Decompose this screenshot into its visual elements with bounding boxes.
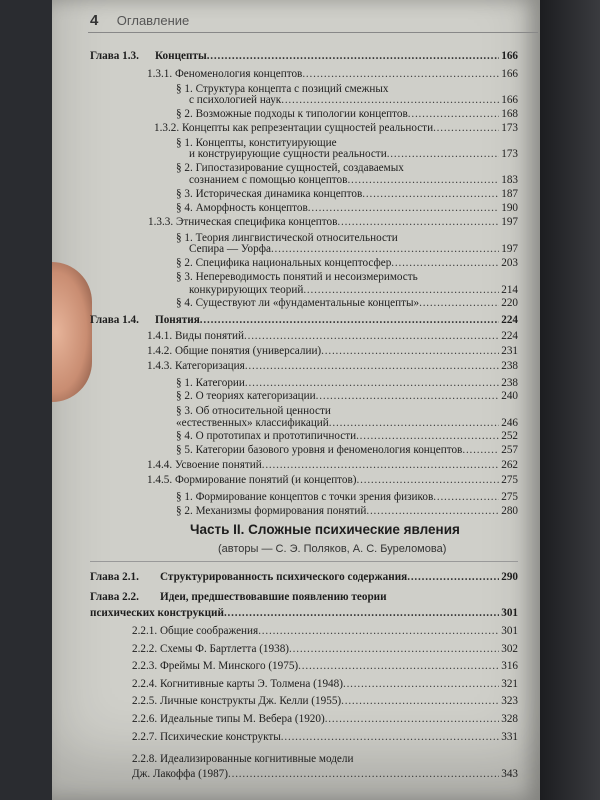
leader-dots [356,430,499,443]
page-ref: 173 [501,148,518,160]
page-ref: 197 [501,243,518,255]
leader-dots [357,474,500,487]
page-ref: 328 [501,713,518,725]
leader-dots [387,148,500,161]
page-ref: 321 [501,678,518,690]
chapter-label: Глава 1.4. [90,314,139,326]
leader-dots [200,314,499,327]
toc-entry [176,108,518,121]
page-ref: 262 [501,459,518,471]
page-ref: 301 [501,607,518,619]
leader-dots [341,695,499,708]
leader-dots [343,678,499,691]
entry-title: 2.2.7. Психические конструкты [132,731,281,743]
page-ref: 166 [501,94,518,106]
toc-entry [90,314,518,327]
toc-entry [176,377,518,390]
chapter-label: Глава 2.1. [90,571,139,583]
toc-entry [132,643,518,656]
entry-title: § 1. Структура концепта с позиций смежных [176,83,389,95]
page-ref: 323 [501,695,518,707]
toc-entry [176,390,518,403]
entry-title: § 1. Формирование концептов с точки зрения физиков [176,491,434,503]
entry-title: Понятия [155,314,200,326]
toc-entry [189,174,518,187]
leader-dots [347,174,499,187]
running-title: Оглавление [116,13,190,28]
page-number: 4 [90,12,99,29]
leader-dots [433,122,499,135]
page-ref: 316 [501,660,518,672]
entry-title: и конструирующие сущности реальности [189,148,387,160]
entry-title: 2.2.4. Когнитивные карты Э. Толмена (1948) [132,678,343,690]
entry-title: 1.4.4. Усвоение понятий [147,459,262,471]
toc-entry [147,459,518,472]
entry-title: 1.4.3. Категоризация [147,360,245,372]
leader-dots [271,243,499,256]
leader-dots [289,643,499,656]
page-ref: 187 [501,188,518,200]
chapter-label: Глава 2.2. [90,591,139,603]
entry-title: 2.2.8. Идеализированные когнитивные модели [132,753,354,765]
page-ref: 183 [501,174,518,186]
leader-dots [337,216,499,229]
entry-title: 2.2.2. Схемы Ф. Бартлетта (1938) [132,643,290,655]
page-ref: 220 [501,297,518,309]
entry-title: § 4. О прототипах и прототипичности [176,430,357,442]
toc-entry [147,345,518,358]
toc-entry [132,731,518,744]
part-title: Часть II. Сложные психические явления [190,522,460,537]
page-ref: 301 [501,625,518,637]
page-ref: 224 [501,314,518,326]
toc-entry [132,753,518,766]
page-ref: 302 [501,643,518,655]
page-ref: 246 [501,417,518,429]
page-ref: 238 [501,377,518,389]
entry-title: 1.4.5. Формирование понятий (и концептов) [147,474,357,486]
toc-entry [176,202,518,215]
toc-entry [147,360,518,373]
page-ref: 166 [501,50,518,62]
entry-title: § 2. Специфика национальных концептосфер [176,257,392,269]
leader-dots [316,390,500,403]
leader-dots [419,297,499,310]
leader-dots [362,188,499,201]
toc-entry [154,122,518,135]
leader-dots [244,330,499,343]
leader-dots [245,360,499,373]
entry-title: 1.4.1. Виды понятий [147,330,245,342]
leader-dots [303,284,499,297]
toc-entry [132,625,518,638]
entry-title: с психологией наук [189,94,282,106]
leader-dots [228,768,499,781]
chapter-label: Глава 1.3. [90,50,139,62]
entry-title: 1.3.3. Этническая специфика концептов [148,216,338,228]
page-ref: 166 [501,68,518,80]
entry-title: § 3. Непереводимость понятий и несоизмеримость [176,271,418,283]
page-ref: 214 [501,284,518,296]
leader-dots [408,108,499,121]
leader-dots [391,257,499,270]
toc-entry [90,571,518,584]
header-rule [88,32,538,33]
toc-entry [176,505,518,518]
page-ref: 238 [501,360,518,372]
toc-entry [132,678,518,691]
leader-dots [298,660,499,673]
toc-entry [189,148,518,161]
page-ref: 224 [501,330,518,342]
entry-title: § 2. Механизмы формирования понятий [176,505,367,517]
entry-title: Концепты [155,50,207,62]
leader-dots [366,505,499,518]
page-ref: 257 [501,444,518,456]
toc-entry [176,188,518,201]
page-ref: 203 [501,257,518,269]
toc-entry [132,768,518,781]
toc-entry [90,607,518,620]
entry-title: сознанием с помощью концептов [189,174,348,186]
leader-dots [262,459,499,472]
leader-dots [329,417,499,430]
page-ref: 290 [501,571,518,583]
entry-title: 1.3.2. Концепты как репрезентации сущностей реальности [154,122,434,134]
toc-entry [189,94,518,107]
entry-title: § 1. Теория лингвистической относительности [176,232,398,244]
entry-title: § 5. Категории базового уровня и феноменология концептов [176,444,463,456]
leader-dots [325,713,500,726]
toc-entry [189,284,518,297]
page-ref: 240 [501,390,518,402]
page-ref: 343 [501,768,518,780]
background-edge [540,0,600,800]
toc-entry [132,713,518,726]
page-ref: 231 [501,345,518,357]
entry-title: § 2. Возможные подходы к типологии концептов [176,108,408,120]
entry-title: Идеи, предшествовавшие появлению теории [160,591,387,603]
page-ref: 275 [501,491,518,503]
toc-entry [90,50,518,63]
entry-title: Сепира — Уорфа [189,243,271,255]
entry-title: психических конструкций [90,607,224,619]
toc-entry [148,216,518,229]
page-header [90,12,189,30]
entry-title: 2.2.5. Личные конструкты Дж. Келли (1955) [132,695,342,707]
toc-entry [176,444,518,457]
entry-title: § 3. Об относительной ценности [176,405,331,417]
toc-entry [147,330,518,343]
entry-title: § 2. Гипостазирование сущностей, создаваемых [176,162,404,174]
entry-title: § 4. Аморфность концептов [176,202,308,214]
page-ref: 331 [501,731,518,743]
toc-entry [132,695,518,708]
part-authors: (авторы — С. Э. Поляков, А. С. Бурелом​ова) [218,543,447,555]
leader-dots [308,202,499,215]
toc-entry [176,297,518,310]
entry-title: Структурированность психического содержания [160,571,408,583]
entry-title: 1.3.1. Феноменология концептов [147,68,303,80]
page-ref: 252 [501,430,518,442]
leader-dots [224,607,499,620]
entry-title: «естественных» классификаций [176,417,329,429]
leader-dots [281,94,499,107]
toc-entry [176,417,518,430]
leader-dots [258,625,499,638]
leader-dots [281,731,499,744]
entry-title: 2.2.1. Общие соображения [132,625,259,637]
thumb-photo [52,262,92,402]
page-ref: 168 [501,108,518,120]
toc-entry [176,491,518,504]
page-ref: 173 [501,122,518,134]
entry-title: § 4. Существуют ли «фундаментальные концепты» [176,297,420,309]
toc-entry [176,257,518,270]
toc-entry [132,660,518,673]
page-ref: 275 [501,474,518,486]
toc-entry [90,591,518,604]
toc-entry [147,68,518,81]
entry-title: § 2. О теориях категоризации [176,390,316,402]
leader-dots [245,377,499,390]
toc-entry [147,474,518,487]
divider [90,561,518,562]
entry-title: 1.4.2. Общие понятия (универсалии) [147,345,322,357]
entry-title: 2.2.3. Фреймы М. Минского (1975) [132,660,299,672]
leader-dots [462,444,499,457]
toc-entry [176,430,518,443]
leader-dots [407,571,499,584]
leader-dots [302,68,499,81]
entry-title: Дж. Лакоффа (1987) [132,768,228,780]
page-ref: 280 [501,505,518,517]
page-ref: 190 [501,202,518,214]
entry-title: § 1. Концепты, конституирующие [176,137,337,149]
entry-title: § 1. Категории [176,377,245,389]
leader-dots [207,50,500,63]
entry-title: 2.2.6. Идеальные типы М. Вебера (1920) [132,713,325,725]
page-ref: 197 [501,216,518,228]
entry-title: § 3. Историческая динамика концептов [176,188,363,200]
leader-dots [433,491,499,504]
leader-dots [321,345,499,358]
toc-entry [176,271,518,284]
entry-title: конкурирующих теорий [189,284,304,296]
toc-entry [189,243,518,256]
